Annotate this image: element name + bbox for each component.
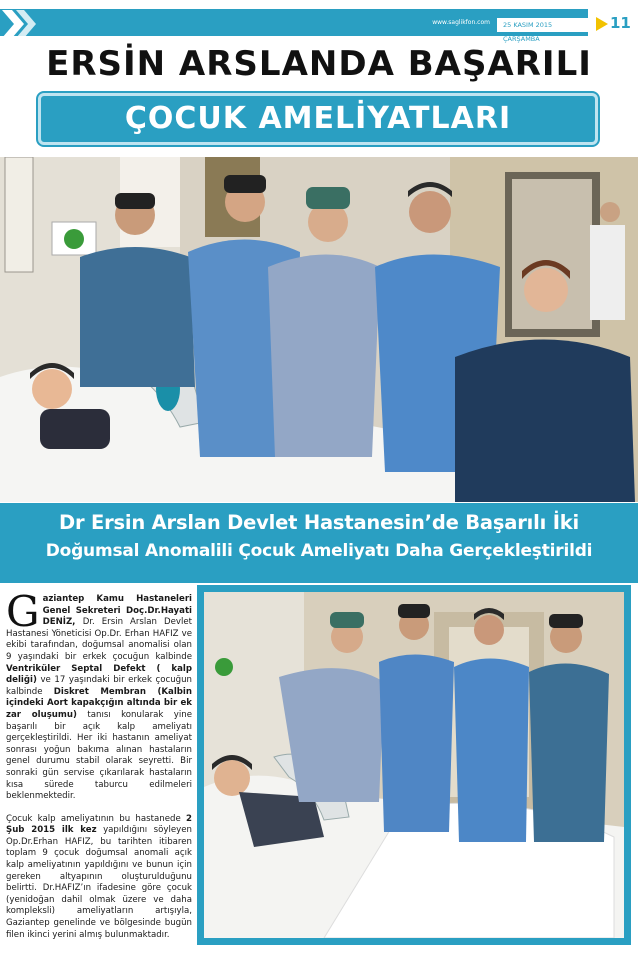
team-photo-secondary <box>204 592 624 938</box>
headline-primary: ERSİN ARSLANDA BAŞARILI <box>46 44 592 84</box>
article-paragraph-1 <box>6 587 192 803</box>
subheadline-line-1: Dr Ersin Arslan Devlet Hastanesin’de Başarılı İki <box>58 511 580 534</box>
chevron-decoration-icon <box>2 10 44 38</box>
p2-run-1: 2 Şub 2015 ilk kez <box>6 813 192 836</box>
site-url[interactable]: www.saglikfon.com <box>432 19 490 26</box>
team-photo-main <box>0 157 638 502</box>
p1-run-3: ve 17 yaşındaki bir erkek çocuğun kalbinde <box>6 675 192 697</box>
p1-run-2: Ventriküler Septal Defekt ( kalp deliği) <box>6 663 192 686</box>
header-strip <box>0 0 638 43</box>
p1-run-4: Diskret Membran (Kalbin içindeki Aort kapakçığın altında bir ek zar oluşumu) <box>6 686 192 720</box>
subheadline-line-2: Doğumsal Anomalili Çocuk Ameliyatı Daha Gerçekleştirildi <box>45 541 593 561</box>
subheadline-band <box>0 503 638 583</box>
p2-run-0: Çocuk kalp ameliyatının bu hastanede <box>6 813 187 824</box>
paragraph-2-text <box>6 814 192 940</box>
p2-run-2: yapıldığını söyleyen Op.Dr.Erhan HAFIZ, bu tarihten itibaren toplam 9 çocuk doğumsal anomali açık kalp ameliyatının yapıldığını ve bunun için gereken altyapının oluşturulduğunu belirtti. Dr.HAFIZ’ın ifadesine göre çocuk (yenidoğan dahil olmak üzere ve daha kompleksli) ameliyatların artışıyla, Gaziantep genelinde ve bölgesinde bugün filen ikinci yerini almış bulunmaktadır. <box>6 825 192 940</box>
issue-date: 25 KASIM 2015 ÇARŞAMBA <box>497 18 589 32</box>
team-photo-secondary-frame <box>197 585 631 945</box>
p1-run-1: Dr. Ersin Arslan Devlet Hastanesi Yöneticisi Op.Dr. Erhan HAFIZ ve ekibi tarafından, doğumsal anomalisi olan 9 yaşındaki bir erkek çocuğun kalbinde <box>6 617 192 662</box>
dropcap: G <box>6 587 40 636</box>
p1-run-0: aziantep Kamu Hastaneleri Genel Sekreteri Doç.Dr.Hayati DENİZ, <box>42 594 192 628</box>
page-arrow-icon <box>596 17 608 31</box>
page-number: 11 <box>610 14 631 32</box>
p1-run-5: tanısı konularak yine başarılı bir açık kalp ameliyatı gerçekleştirildi. Her iki hastanın ameliyat sonrası yoğun bakıma alınan hastaların genel durumu stabil olarak seyretti. Bir sonraki gün servise çıkarılarak hastaların kısa sürede taburcu edilmeleri beklenmektedir. <box>6 709 192 802</box>
headline-secondary: ÇOCUK AMELİYATLARI <box>124 101 512 136</box>
article-paragraph-2 <box>6 814 192 942</box>
headline-secondary-box <box>38 93 598 145</box>
article-body <box>6 587 192 952</box>
